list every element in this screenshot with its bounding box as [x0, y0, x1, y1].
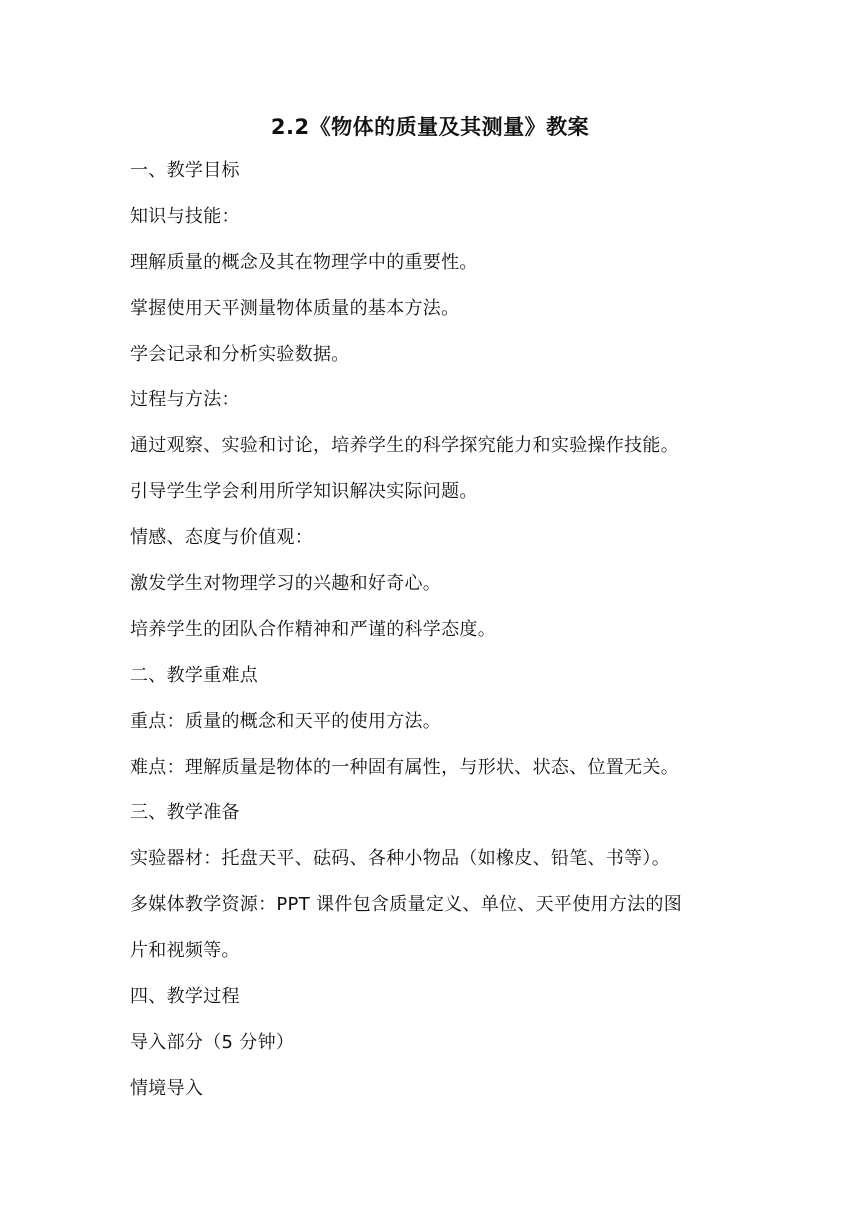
paragraph-line: 难点：理解质量是物体的一种固有属性，与形状、状态、位置无关。: [130, 756, 679, 778]
subheading-process-methods: 过程与方法：: [130, 389, 240, 411]
section-heading-teaching-goals: 一、教学目标: [130, 160, 240, 181]
section-heading-teaching-preparation: 三、教学准备: [130, 802, 240, 824]
paragraph-line: 多媒体教学资源：PPT 课件包含质量定义、单位、天平使用方法的图: [130, 894, 683, 916]
paragraph-line: 培养学生的团队合作精神和严谨的科学态度。: [130, 618, 496, 640]
paragraph-line: 掌握使用天平测量物体质量的基本方法。: [130, 297, 460, 319]
paragraph-line: 片和视频等。: [130, 940, 240, 962]
paragraph-line: 引导学生学会利用所学知识解决实际问题。: [130, 481, 478, 503]
paragraph-line: 重点：质量的概念和天平的使用方法。: [130, 710, 442, 732]
subheading-emotion-attitude-values: 情感、态度与价值观：: [130, 527, 313, 549]
paragraph-line: 通过观察、实验和讨论，培养学生的科学探究能力和实验操作技能。: [130, 435, 679, 457]
document-title: 2.2《物体的质量及其测量》教案: [270, 115, 590, 139]
subheading-situational-introduction: 情境导入: [130, 1077, 204, 1099]
paragraph-line: 实验器材：托盘天平、砝码、各种小物品（如橡皮、铅笔、书等）。: [130, 848, 670, 870]
paragraph-line: 激发学生对物理学习的兴趣和好奇心。: [130, 573, 442, 595]
subheading-introduction: 导入部分（5 分钟）: [130, 1031, 295, 1053]
paragraph-line: 理解质量的概念及其在物理学中的重要性。: [130, 251, 478, 273]
paragraph-line: 学会记录和分析实验数据。: [130, 343, 350, 365]
subheading-knowledge-skills: 知识与技能：: [130, 205, 240, 227]
section-heading-teaching-process: 四、教学过程: [130, 986, 240, 1008]
section-heading-key-difficult-points: 二、教学重难点: [130, 664, 259, 686]
document-body: [130, 156, 770, 1120]
